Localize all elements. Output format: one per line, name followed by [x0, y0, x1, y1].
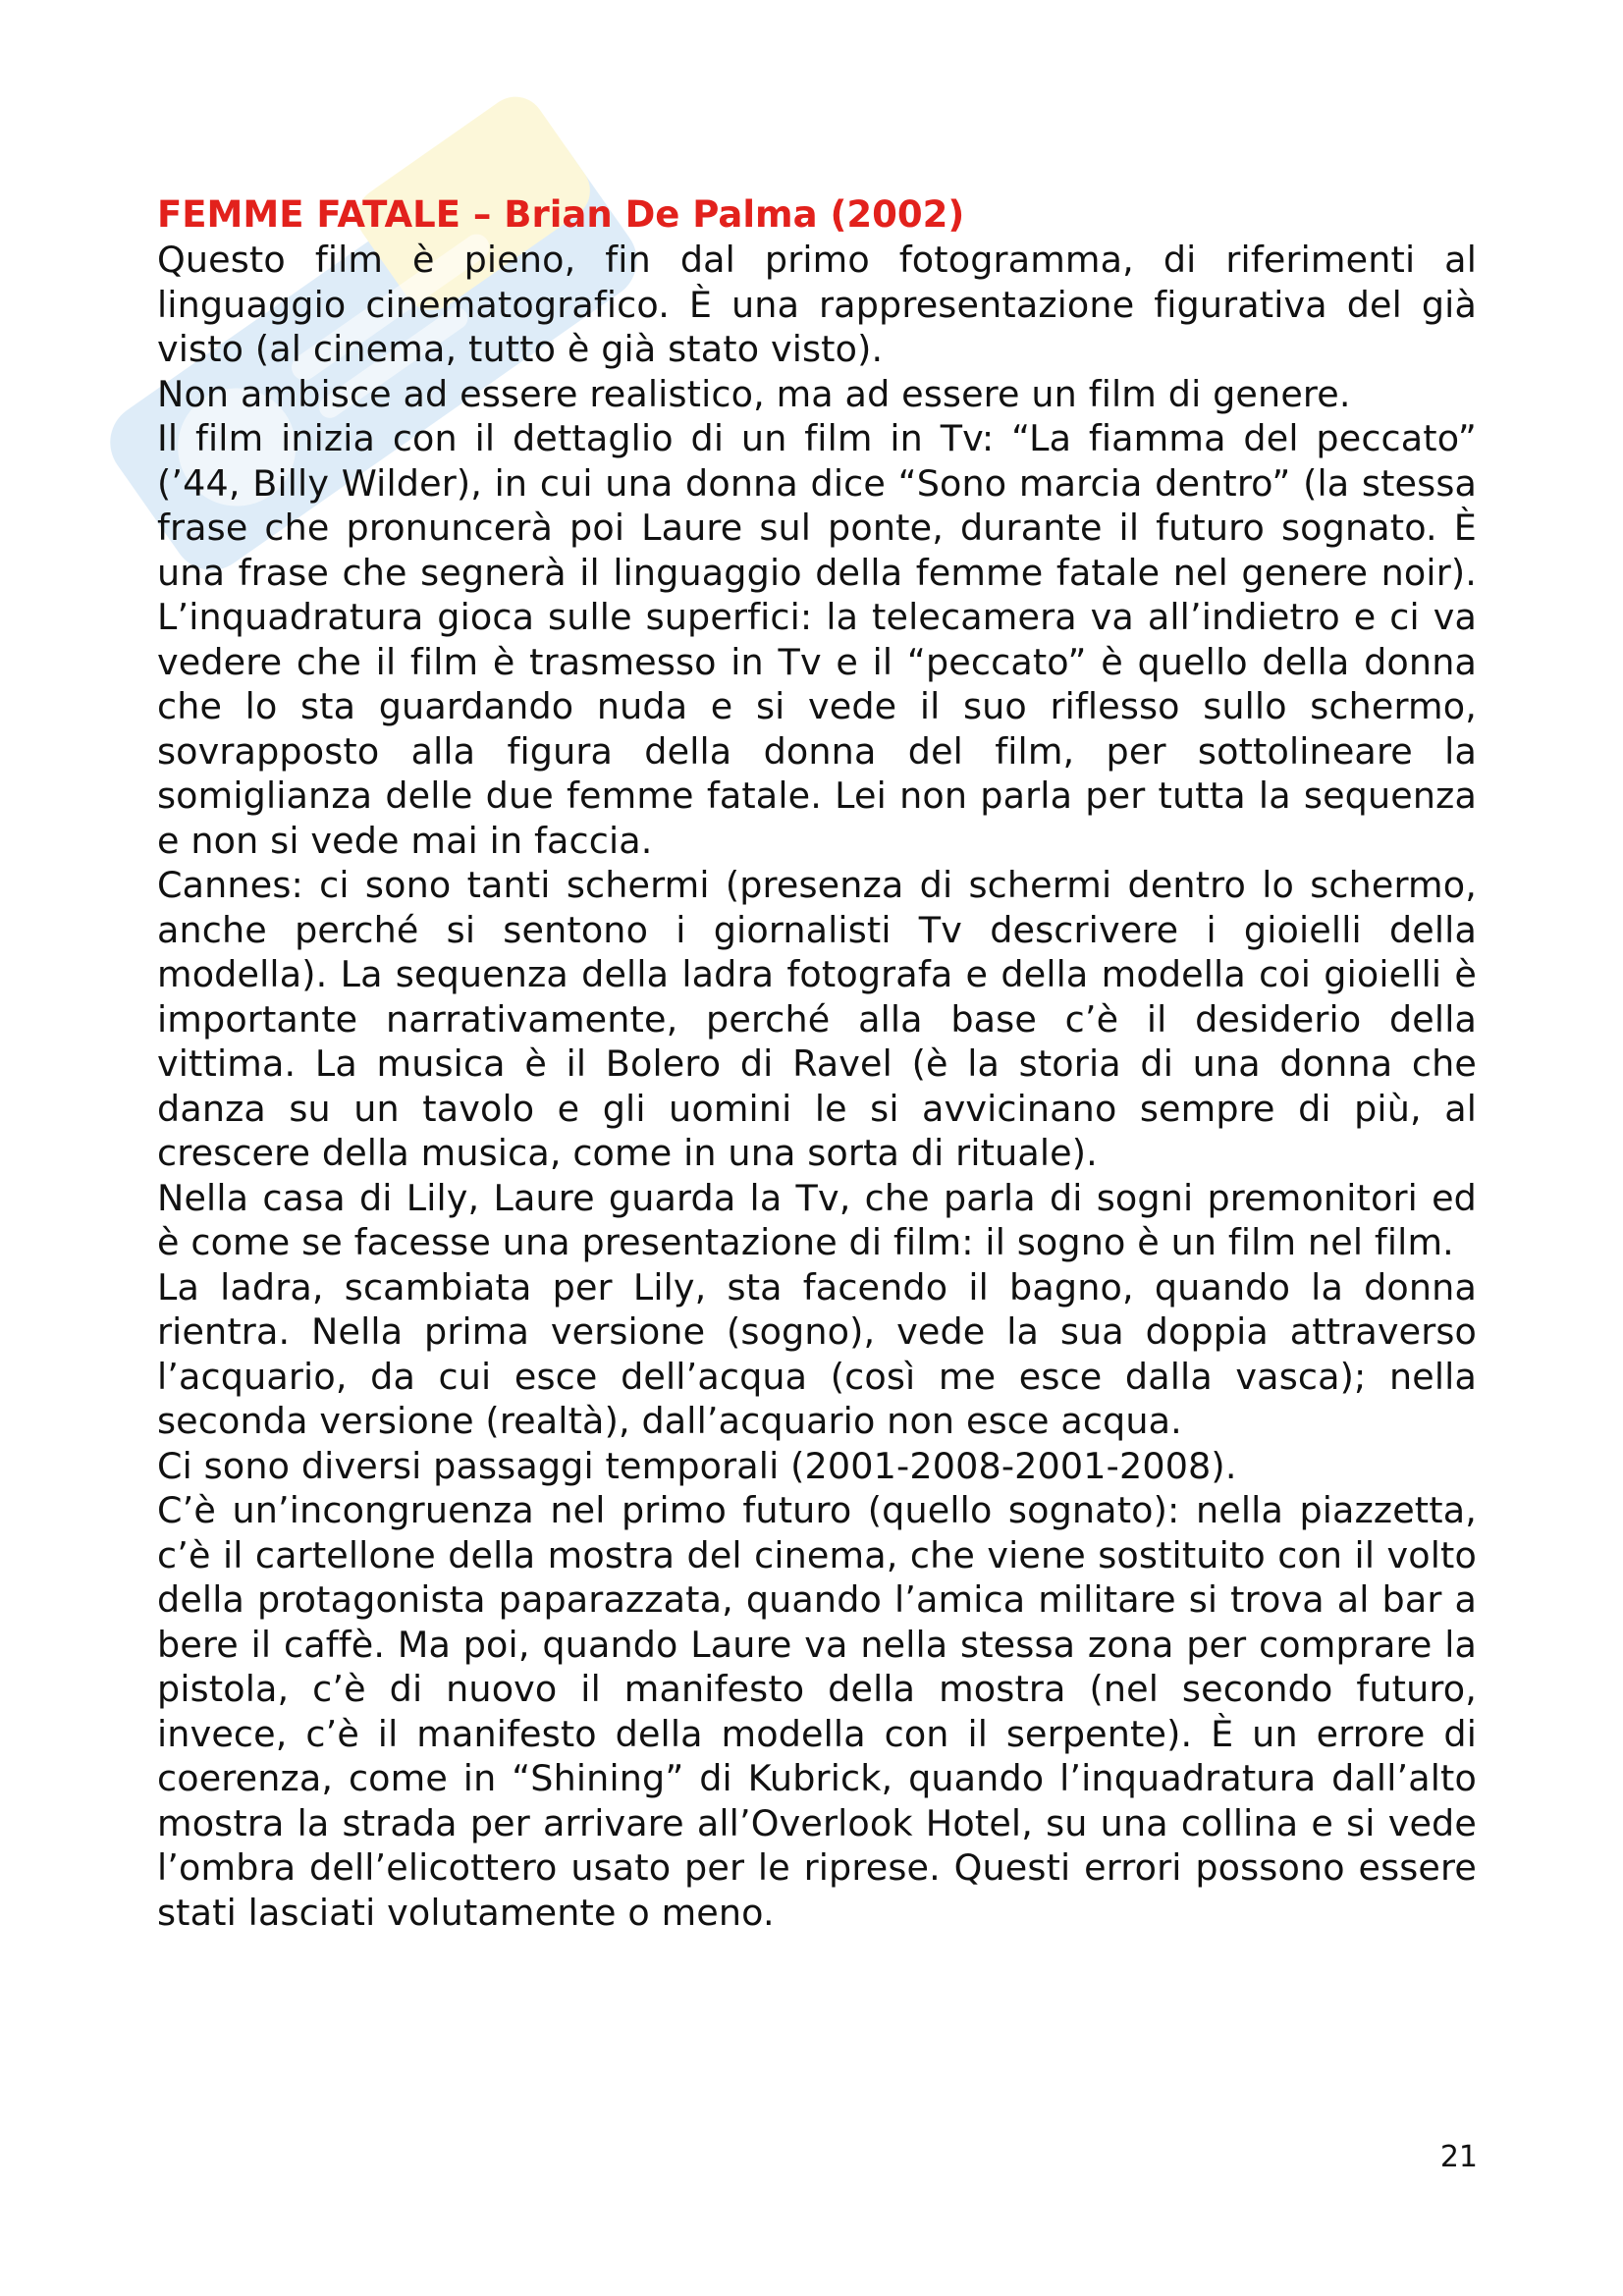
page-number: 21 [1439, 2140, 1478, 2174]
paragraph: Ci sono diversi passaggi temporali (2001-2008-2001-2008). [157, 1444, 1237, 1487]
paragraph: Nella casa di Lily, Laure guarda la Tv, che parla di sogni premonitori ed è come se facesse una presentazione di film: il sogno è un film nel film. [157, 1176, 1477, 1263]
paragraph: Non ambisce ad essere realistico, ma ad essere un film di genere. [157, 372, 1351, 415]
paragraph: Il film inizia con il dettaglio di un film in Tv: “La fiamma del peccato” (’44, Billy Wilder), in cui una donna dice “Sono marcia dentro” (la stessa frase che pronuncerà poi Laure sul ponte, durante il futuro sognato. È una frase che segnerà il linguaggio della femme fatale nel genere noir). L’inquadratura gioca sulle superfici: la telecamera va all’indietro e ci va vedere che il film è trasmesso in Tv e il “peccato” è quello della donna che lo sta guardando nuda e si vede il suo riflesso sullo schermo, sovrapposto alla figura della donna del film, per sottolineare la somiglianza delle due femme fatale. Lei non parla per tutta la sequenza e non si vede mai in faccia. [157, 417, 1477, 862]
paragraph: Questo film è pieno, fin dal primo fotogramma, di riferimenti al linguaggio cinematografico. È una rappresentazione figurativa del già visto (al cinema, tutto è già stato visto). [157, 239, 1477, 370]
document-title: FEMME FATALE – Brian De Palma (2002) [157, 193, 965, 236]
paragraph: Cannes: ci sono tanti schermi (presenza di schermi dentro lo schermo, anche perché si sentono i giornalisti Tv descrivere i gioielli della modella). La sequenza della ladra fotografa e della modella coi gioielli è importante narrativamente, perché alla base c’è il desiderio della vittima. La musica è il Bolero di Ravel (è la storia di una donna che danza su un tavolo e gli uomini le si avvicinano sempre di più, al crescere della musica, come in una sorta di rituale). [157, 864, 1477, 1174]
paragraph: La ladra, scambiata per Lily, sta facendo il bagno, quando la donna rientra. Nella prima versione (sogno), vede la sua doppia attraverso l’acquario, da cui esce dell’acqua (così me esce dalla vasca); nella seconda versione (realtà), dall’acquario non esce acqua. [157, 1265, 1477, 1442]
paragraph: C’è un’incongruenza nel primo futuro (quello sognato): nella piazzetta, c’è il cartellone della mostra del cinema, che viene sostituito con il volto della protagonista paparazzata, quando l’amica militare si trova al bar a bere il caffè. Ma poi, quando Laure va nella stessa zona per comprare la pistola, c’è di nuovo il manifesto della mostra (nel secondo futuro, invece, c’è il manifesto della modella con il serpente). È un errore di coerenza, come in “Shining” di Kubrick, quando l’inquadratura dall’alto mostra la strada per arrivare all’Overlook Hotel, su una collina e si vede l’ombra dell’elicottero usato per le riprese. Questi errori possono essere stati lasciati volutamente o meno. [157, 1489, 1477, 1934]
document-body [157, 192, 1477, 1935]
